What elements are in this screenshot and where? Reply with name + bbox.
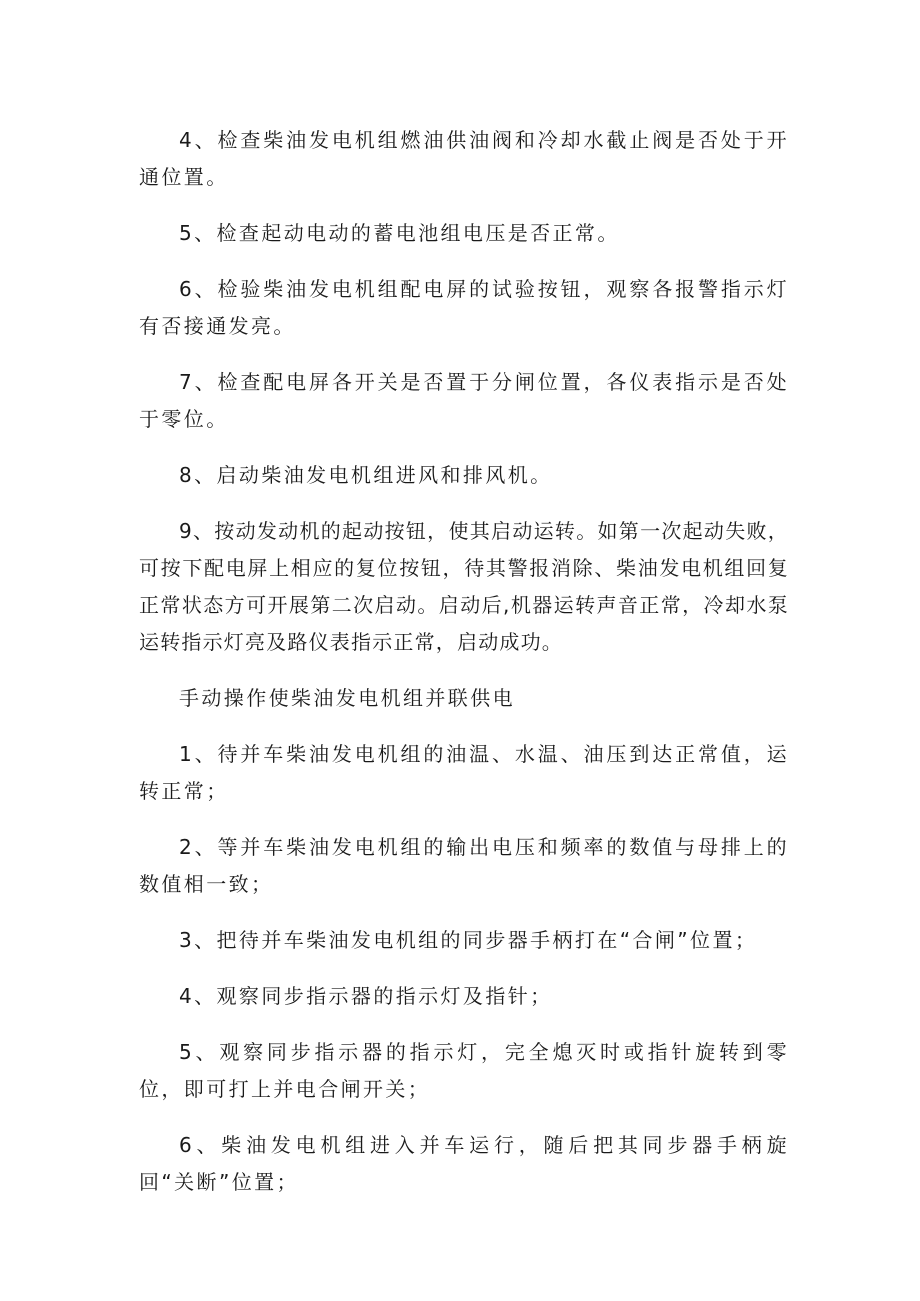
paragraph-parallel-step-6: 6、柴油发电机组进入并车运行，随后把其同步器手柄旋回“关断”位置； <box>139 1133 789 1194</box>
section-heading-parallel-supply: 手动操作使柴油发电机组并联供电 <box>179 686 515 710</box>
paragraph-parallel-step-2: 2、等并车柴油发电机组的输出电压和频率的数值与母排上的数值相一致； <box>139 835 789 896</box>
paragraph-parallel-step-3: 3、把待并车柴油发电机组的同步器手柄打在“合闸”位置； <box>179 928 758 952</box>
paragraph-step-5-battery: 5、检查起动电动的蓄电池组电压是否正常。 <box>179 221 620 245</box>
paragraph-step-4-fuel-valve: 4、检查柴油发电机组燃油供油阀和冷却水截止阀是否处于开通位置。 <box>139 128 789 189</box>
paragraph-parallel-step-5: 5、观察同步指示器的指示灯，完全熄灭时或指针旋转到零位，即可打上并电合闸开关； <box>139 1040 789 1101</box>
paragraph-step-7-switch-position: 7、检查配电屏各开关是否置于分闸位置，各仪表指示是否处于零位。 <box>139 370 789 431</box>
paragraph-step-6-alarm-test: 6、检验柴油发电机组配电屏的试验按钮，观察各报警指示灯有否接通发亮。 <box>139 277 789 338</box>
paragraph-step-8-ventilation: 8、启动柴油发电机组进风和排风机。 <box>179 463 553 487</box>
paragraph-step-9-start: 9、按动发动机的起动按钮，使其启动运转。如第一次起动失败，可按下配电屏上相应的复位按钮，待其警报消除、柴油发电机组回复正常状态方可开展第二次启动。启动后,机器运转声音正常，冷却水泵运转指示灯亮及路仪表指示正常，启动成功。 <box>139 519 789 654</box>
document-body <box>139 122 789 1220</box>
paragraph-parallel-step-4: 4、观察同步指示器的指示灯及指针； <box>179 984 553 1008</box>
paragraph-parallel-step-1: 1、待并车柴油发电机组的油温、水温、油压到达正常值，运转正常； <box>139 742 789 803</box>
